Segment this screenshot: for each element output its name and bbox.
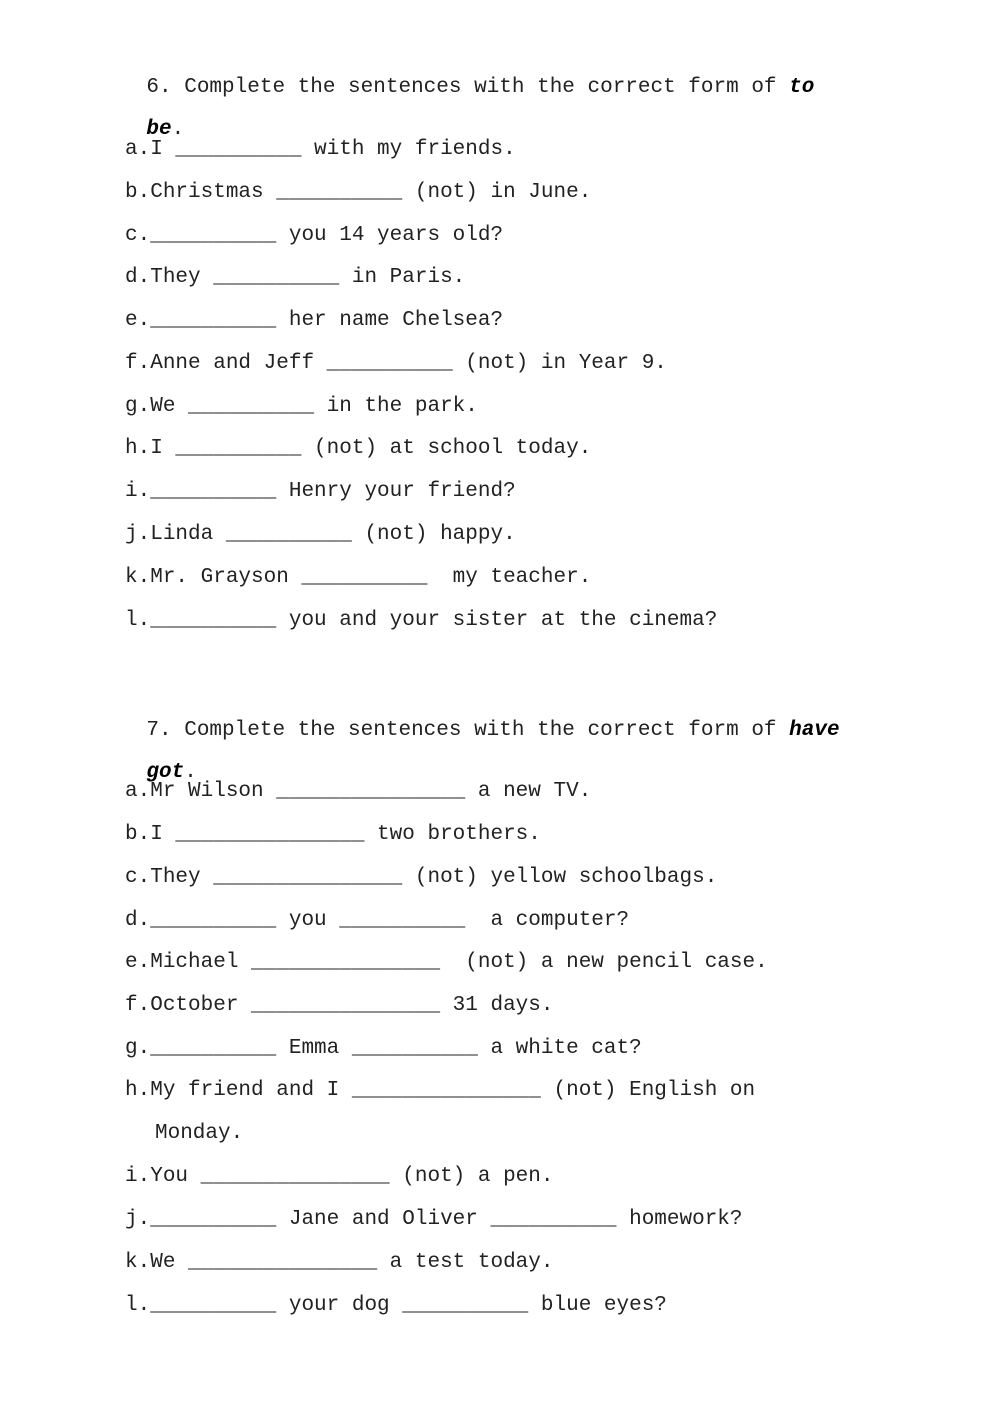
exercise-6-item[interactable]: [125, 480, 516, 504]
exercise-7-title-end: .: [184, 761, 197, 784]
item-label: d.: [125, 909, 151, 932]
item-text: __________ your dog __________ blue eyes?: [150, 1294, 667, 1317]
exercise-6-item[interactable]: [125, 352, 667, 376]
exercise-7-item[interactable]: [125, 866, 717, 890]
exercise-6-item[interactable]: [125, 395, 478, 419]
item-label: e.: [125, 309, 151, 332]
item-text: My friend and I _______________ (not) English on: [150, 1079, 756, 1102]
item-text: __________ Jane and Oliver __________ homework?: [150, 1208, 743, 1231]
item-text: I __________ (not) at school today.: [150, 437, 592, 460]
exercise-6-keyword-2: be: [146, 118, 172, 141]
item-label: j.: [125, 1208, 151, 1231]
item-text: __________ her name Chelsea?: [150, 309, 504, 332]
exercise-7-item[interactable]: [125, 951, 768, 975]
exercise-7-item[interactable]: [125, 994, 553, 1018]
exercise-6-item[interactable]: [125, 437, 591, 461]
item-text: Anne and Jeff __________ (not) in Year 9.: [150, 352, 667, 375]
exercise-7-title: 7. Complete the sentences with the correct form of: [146, 719, 790, 742]
item-label: a.: [125, 780, 151, 803]
exercise-6-item[interactable]: [125, 566, 591, 590]
item-text: Mr Wilson _______________ a new TV.: [150, 780, 592, 803]
item-label: d.: [125, 266, 151, 289]
exercise-6-keyword: to: [789, 76, 815, 99]
item-text: We __________ in the park.: [150, 395, 478, 418]
exercise-6-title-end: .: [171, 118, 185, 141]
exercise-7-item[interactable]: [125, 823, 541, 847]
item-text: Mr. Grayson __________ my teacher.: [150, 566, 592, 589]
item-text: You _______________ (not) a pen.: [150, 1165, 554, 1188]
item-text: We _______________ a test today.: [150, 1251, 554, 1274]
item-label: h.: [125, 437, 151, 460]
item-label: f.: [125, 352, 151, 375]
item-label: e.: [125, 951, 151, 974]
exercise-7-item[interactable]: [125, 1251, 553, 1275]
item-text-continuation: Monday.: [155, 1122, 244, 1145]
item-label: k.: [125, 1251, 151, 1274]
exercise-7-heading: [96, 695, 840, 767]
exercise-7-item[interactable]: [125, 1294, 667, 1318]
exercise-7-item[interactable]: [125, 1165, 553, 1189]
item-label: a.: [125, 138, 151, 161]
item-text: I __________ with my friends.: [150, 138, 516, 161]
item-label: f.: [125, 994, 151, 1017]
item-text: I _______________ two brothers.: [150, 823, 541, 846]
exercise-6-title: 6. Complete the sentences with the correct form of: [146, 76, 790, 99]
item-label: i.: [125, 480, 151, 503]
item-label: j.: [125, 523, 151, 546]
item-text: __________ you and your sister at the cinema?: [150, 609, 718, 632]
item-label: c.: [125, 866, 151, 889]
item-text: They _______________ (not) yellow schoolbags.: [150, 866, 718, 889]
exercise-6-item[interactable]: [125, 309, 503, 333]
exercise-7-keyword: have: [789, 719, 840, 742]
item-text: Linda __________ (not) happy.: [150, 523, 516, 546]
item-text: __________ Henry your friend?: [150, 480, 516, 503]
item-label: b.: [125, 823, 151, 846]
item-label: h.: [125, 1079, 151, 1102]
exercise-7-item[interactable]: [125, 1037, 642, 1061]
exercise-6-item[interactable]: [125, 609, 717, 633]
exercise-6-item[interactable]: [125, 224, 503, 248]
item-label: g.: [125, 395, 151, 418]
exercise-7-item[interactable]: [125, 780, 591, 804]
item-label: b.: [125, 181, 151, 204]
item-label: i.: [125, 1165, 151, 1188]
exercise-6-item[interactable]: [125, 138, 516, 162]
exercise-7-item-continuation: [155, 1122, 243, 1146]
item-text: Michael _______________ (not) a new pencil case.: [150, 951, 768, 974]
exercise-6-item[interactable]: [125, 266, 465, 290]
item-text: __________ Emma __________ a white cat?: [150, 1037, 642, 1060]
exercise-7-item[interactable]: [125, 1208, 743, 1232]
exercise-7-item[interactable]: [125, 1079, 755, 1103]
item-text: Christmas __________ (not) in June.: [150, 181, 592, 204]
exercise-7-item[interactable]: [125, 909, 629, 933]
item-label: c.: [125, 224, 151, 247]
item-text: They __________ in Paris.: [150, 266, 466, 289]
exercise-6-item[interactable]: [125, 523, 516, 547]
item-label: k.: [125, 566, 151, 589]
exercise-6-heading: [96, 52, 814, 124]
item-text: October _______________ 31 days.: [150, 994, 554, 1017]
exercise-6-item[interactable]: [125, 181, 591, 205]
item-label: l.: [125, 609, 151, 632]
item-text: __________ you __________ a computer?: [150, 909, 630, 932]
item-text: __________ you 14 years old?: [150, 224, 504, 247]
exercise-7-keyword-2: got: [146, 761, 185, 784]
item-label: l.: [125, 1294, 151, 1317]
item-label: g.: [125, 1037, 151, 1060]
